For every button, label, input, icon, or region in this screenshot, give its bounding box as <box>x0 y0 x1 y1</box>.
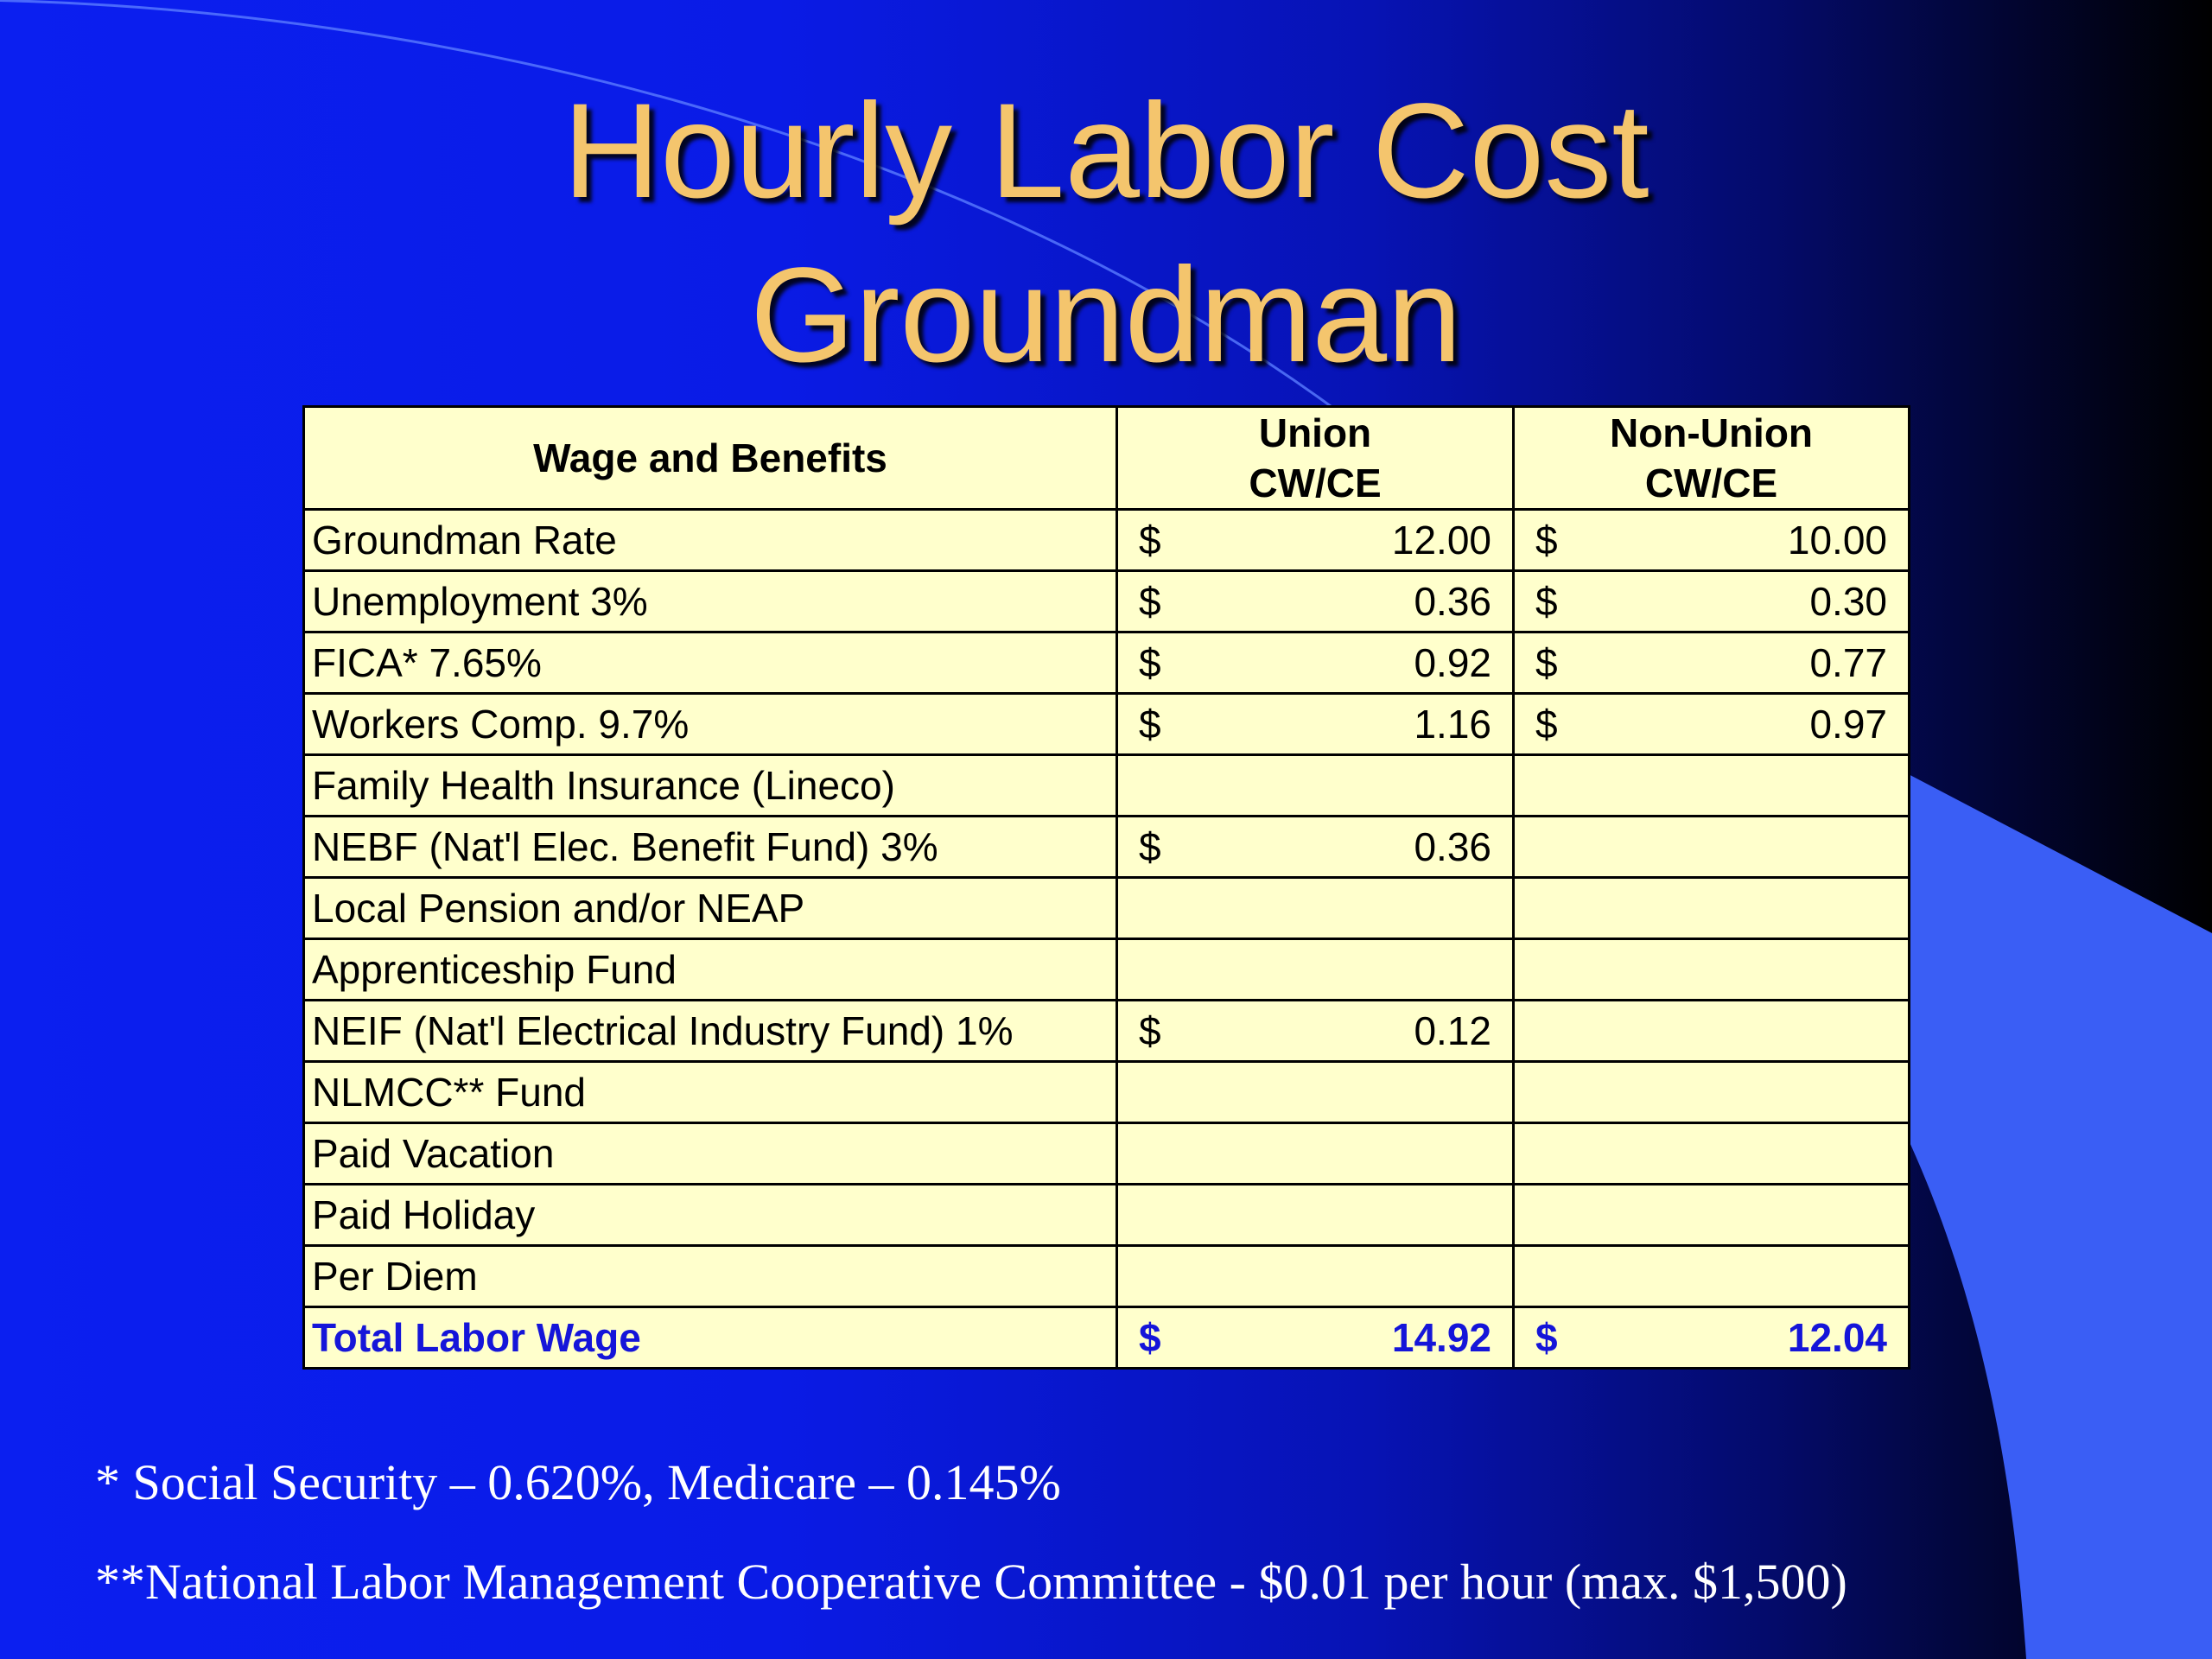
table-row <box>304 1062 1910 1123</box>
header-wage-benefits: Wage and Benefits <box>304 407 1117 510</box>
total-row <box>304 1307 1910 1369</box>
currency-symbol: $ <box>1535 1315 1558 1360</box>
row-label: Apprenticeship Fund <box>304 939 1117 1001</box>
nonunion-amount: 0.97 <box>1809 702 1887 747</box>
union-amount-cell <box>1117 1062 1514 1123</box>
title-line-1: Hourly Labor Cost <box>563 76 1649 226</box>
table-row <box>304 878 1910 939</box>
table-row <box>304 632 1910 694</box>
row-label: NEBF (Nat'l Elec. Benefit Fund) 3% <box>304 817 1117 878</box>
union-amount: 0.92 <box>1414 640 1491 685</box>
currency-symbol: $ <box>1139 1315 1161 1360</box>
nonunion-amount-cell <box>1514 1062 1910 1123</box>
union-amount-cell <box>1117 571 1514 632</box>
currency-symbol: $ <box>1535 640 1558 685</box>
currency-symbol: $ <box>1139 1008 1161 1053</box>
header-union <box>1117 407 1514 510</box>
row-label: Workers Comp. 9.7% <box>304 694 1117 755</box>
nonunion-amount-cell <box>1514 1307 1910 1369</box>
header-nonunion-line1: Non-Union <box>1609 410 1814 455</box>
table-row <box>304 939 1910 1001</box>
row-label: FICA* 7.65% <box>304 632 1117 694</box>
nonunion-amount: 0.30 <box>1809 579 1887 624</box>
union-amount-cell <box>1117 939 1514 1001</box>
union-amount-cell <box>1117 510 1514 571</box>
table-row <box>304 755 1910 817</box>
nonunion-amount-cell <box>1514 694 1910 755</box>
row-label: NEIF (Nat'l Electrical Industry Fund) 1% <box>304 1001 1117 1062</box>
row-label: Paid Holiday <box>304 1185 1117 1246</box>
currency-symbol: $ <box>1535 579 1558 624</box>
union-amount: 0.36 <box>1414 579 1491 624</box>
row-label: Unemployment 3% <box>304 571 1117 632</box>
union-amount-cell <box>1117 632 1514 694</box>
footnote-social-security: * Social Security – 0.620%, Medicare – 0.145% <box>95 1454 1061 1510</box>
nonunion-amount-cell <box>1514 571 1910 632</box>
union-amount-cell <box>1117 694 1514 755</box>
union-amount: 0.12 <box>1414 1008 1491 1053</box>
table-row <box>304 1246 1910 1307</box>
header-nonunion-line2: CW/CE <box>1644 461 1778 505</box>
table-row <box>304 1001 1910 1062</box>
header-nonunion <box>1514 407 1910 510</box>
title-line-2: Groundman <box>750 240 1462 391</box>
nonunion-amount: 12.04 <box>1787 1315 1887 1360</box>
union-amount-cell <box>1117 1001 1514 1062</box>
row-label: Paid Vacation <box>304 1123 1117 1185</box>
row-label: Groundman Rate <box>304 510 1117 571</box>
nonunion-amount-cell <box>1514 1246 1910 1307</box>
table-row <box>304 1185 1910 1246</box>
nonunion-amount-cell <box>1514 817 1910 878</box>
header-union-line2: CW/CE <box>1249 461 1382 505</box>
nonunion-amount-cell <box>1514 878 1910 939</box>
nonunion-amount: 0.77 <box>1809 640 1887 685</box>
union-amount-cell <box>1117 1246 1514 1307</box>
table-row <box>304 694 1910 755</box>
row-label: Total Labor Wage <box>304 1307 1117 1369</box>
header-union-line1: Union <box>1258 410 1372 455</box>
footnote-nlmcc: **National Labor Management Cooperative Committee - $0.01 per hour (max. $1,500) <box>95 1554 1847 1610</box>
union-amount: 0.36 <box>1414 824 1491 869</box>
union-amount-cell <box>1117 755 1514 817</box>
nonunion-amount-cell <box>1514 1185 1910 1246</box>
nonunion-amount-cell <box>1514 755 1910 817</box>
row-label: Local Pension and/or NEAP <box>304 878 1117 939</box>
union-amount-cell <box>1117 1307 1514 1369</box>
slide-title <box>0 69 2212 397</box>
union-amount: 1.16 <box>1414 702 1491 747</box>
nonunion-amount-cell <box>1514 1001 1910 1062</box>
nonunion-amount-cell <box>1514 1123 1910 1185</box>
row-label: NLMCC** Fund <box>304 1062 1117 1123</box>
union-amount-cell <box>1117 878 1514 939</box>
currency-symbol: $ <box>1139 640 1161 685</box>
currency-symbol: $ <box>1139 579 1161 624</box>
nonunion-amount-cell <box>1514 510 1910 571</box>
currency-symbol: $ <box>1535 702 1558 747</box>
currency-symbol: $ <box>1139 702 1161 747</box>
union-amount-cell <box>1117 1123 1514 1185</box>
nonunion-amount: 10.00 <box>1787 518 1887 563</box>
currency-symbol: $ <box>1139 518 1161 563</box>
table-row <box>304 1123 1910 1185</box>
union-amount: 12.00 <box>1391 518 1491 563</box>
nonunion-amount-cell <box>1514 939 1910 1001</box>
nonunion-amount-cell <box>1514 632 1910 694</box>
table-header-row <box>304 407 1910 510</box>
currency-symbol: $ <box>1139 824 1161 869</box>
table-row <box>304 817 1910 878</box>
table-row <box>304 571 1910 632</box>
currency-symbol: $ <box>1535 518 1558 563</box>
row-label: Per Diem <box>304 1246 1117 1307</box>
labor-cost-table <box>302 405 1910 1370</box>
union-amount: 14.92 <box>1391 1315 1491 1360</box>
table-row <box>304 510 1910 571</box>
union-amount-cell <box>1117 817 1514 878</box>
union-amount-cell <box>1117 1185 1514 1246</box>
row-label: Family Health Insurance (Lineco) <box>304 755 1117 817</box>
